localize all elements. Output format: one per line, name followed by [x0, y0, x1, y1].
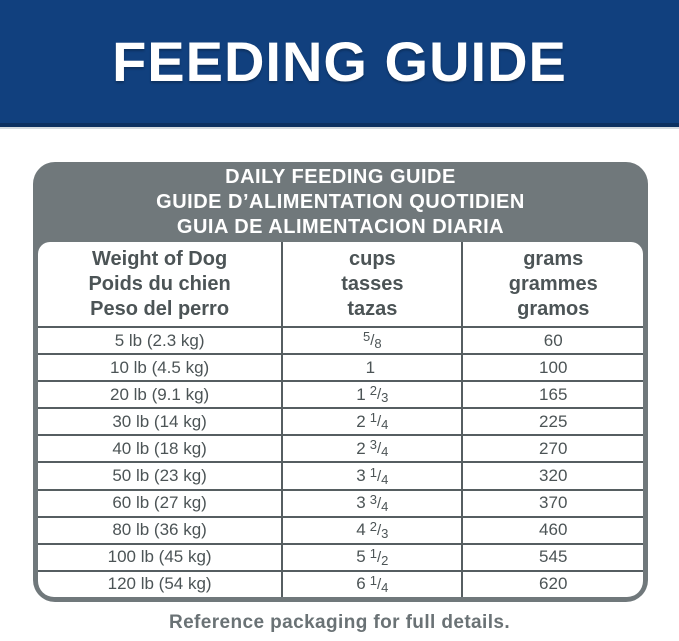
cups-whole: 2 — [356, 411, 366, 431]
cell-grams: 60 — [461, 328, 643, 353]
column-header-cups — [281, 242, 461, 326]
cups-whole: 6 — [356, 574, 366, 594]
cups-fraction-denominator: 4 — [381, 444, 389, 460]
column-header-line: tazas — [347, 297, 398, 320]
table-row — [38, 489, 643, 516]
cups-fraction-denominator: 8 — [374, 336, 382, 352]
cups-whole: 3 — [356, 493, 366, 513]
cell-grams: 460 — [461, 518, 643, 543]
cups-fraction-numerator: 1 — [369, 410, 377, 426]
cell-cups — [281, 545, 461, 570]
cell-weight: 100 lb (45 kg) — [107, 547, 212, 567]
cell-cups — [281, 491, 461, 516]
banner — [0, 0, 679, 127]
cups-fraction-slash: / — [376, 548, 382, 566]
cups-fraction-numerator: 2 — [369, 518, 377, 534]
cups-fraction-numerator: 5 — [363, 329, 371, 345]
cups-whole: 5 — [356, 547, 366, 567]
table-title-line: GUIDE D’ALIMENTATION QUOTIDIEN — [156, 190, 525, 213]
banner-title: FEEDING GUIDE — [112, 30, 567, 93]
cell-weight: 40 lb (18 kg) — [112, 438, 207, 458]
cell-weight: 20 lb (9.1 kg) — [109, 384, 210, 404]
cell-weight: 60 lb (27 kg) — [112, 493, 207, 513]
cups-fraction-numerator: 1 — [369, 464, 377, 480]
cups-fraction-numerator: 2 — [369, 383, 377, 399]
cell-weight: 5 lb (2.3 kg) — [114, 330, 205, 350]
cell-weight: 80 lb (36 kg) — [112, 520, 207, 540]
cups-fraction-denominator: 3 — [381, 390, 389, 406]
cups-fraction-denominator: 4 — [381, 471, 389, 487]
cups-fraction-slash: / — [376, 440, 382, 458]
table-row — [38, 570, 643, 597]
table-row — [38, 326, 643, 353]
cups-fraction-numerator: 1 — [369, 572, 377, 588]
column-headers — [38, 242, 643, 326]
cell-grams: 320 — [461, 463, 643, 488]
cell-grams: 545 — [461, 545, 643, 570]
cell-grams: 165 — [461, 382, 643, 407]
cell-cups — [281, 409, 461, 434]
column-header-line: Peso del perro — [90, 297, 230, 320]
column-header-line: grams — [523, 247, 584, 270]
cups-whole: 4 — [356, 520, 366, 540]
cell-cups — [281, 328, 461, 353]
cups-fraction-denominator: 2 — [381, 552, 389, 568]
cups-whole: 1 — [365, 357, 376, 377]
feeding-guide-table — [33, 162, 648, 602]
cups-whole: 3 — [356, 466, 366, 486]
cell-cups — [281, 518, 461, 543]
cell-grams: 620 — [461, 572, 643, 597]
table-title-line: GUIA DE ALIMENTACION DIARIA — [176, 215, 505, 238]
cups-fraction-slash: / — [376, 413, 382, 431]
table-row — [38, 543, 643, 570]
cell-grams: 100 — [461, 355, 643, 380]
table-body — [38, 326, 643, 597]
cups-whole: 1 — [356, 384, 366, 404]
cell-cups — [281, 382, 461, 407]
cups-fraction-slash: / — [376, 386, 382, 404]
cups-fraction-numerator: 1 — [369, 545, 377, 561]
cups-fraction-slash: / — [376, 494, 382, 512]
column-header-weight — [38, 242, 281, 326]
column-header-line: Weight of Dog — [92, 247, 228, 270]
cups-fraction-denominator: 4 — [381, 498, 389, 514]
cell-grams: 225 — [461, 409, 643, 434]
cell-cups — [281, 463, 461, 488]
column-header-grams — [461, 242, 643, 326]
cell-weight: 30 lb (14 kg) — [112, 411, 207, 431]
cell-grams: 270 — [461, 436, 643, 461]
cups-fraction-denominator: 4 — [381, 579, 389, 595]
cups-fraction-numerator: 3 — [369, 437, 377, 453]
cell-weight: 120 lb (54 kg) — [107, 574, 212, 594]
cell-cups — [281, 572, 461, 597]
column-header-line: gramos — [517, 297, 590, 320]
table-row — [38, 407, 643, 434]
cell-cups — [281, 355, 461, 380]
table-row — [38, 434, 643, 461]
cups-fraction-slash: / — [376, 467, 382, 485]
column-header-line: cups — [349, 247, 396, 270]
cell-grams: 370 — [461, 491, 643, 516]
column-header-line: grammes — [508, 272, 598, 295]
table-panel — [38, 242, 643, 597]
cups-fraction-slash: / — [376, 521, 382, 539]
cell-weight: 50 lb (23 kg) — [112, 466, 207, 486]
cups-whole: 2 — [356, 438, 366, 458]
column-header-line: tasses — [341, 272, 404, 295]
table-title-line: DAILY FEEDING GUIDE — [225, 165, 456, 188]
table-title — [33, 162, 648, 242]
cell-weight: 10 lb (4.5 kg) — [109, 357, 210, 377]
cups-fraction-numerator: 3 — [369, 491, 377, 507]
column-header-line: Poids du chien — [88, 272, 231, 295]
table-row — [38, 461, 643, 488]
table-row — [38, 380, 643, 407]
cups-fraction-slash: / — [370, 332, 375, 350]
cups-fraction-slash: / — [376, 575, 382, 593]
table-row — [38, 516, 643, 543]
cups-fraction-denominator: 4 — [381, 417, 389, 433]
footer-note: Reference packaging for full details. — [168, 612, 511, 633]
table-row — [38, 353, 643, 380]
cups-fraction-denominator: 3 — [381, 525, 389, 541]
cell-cups — [281, 436, 461, 461]
